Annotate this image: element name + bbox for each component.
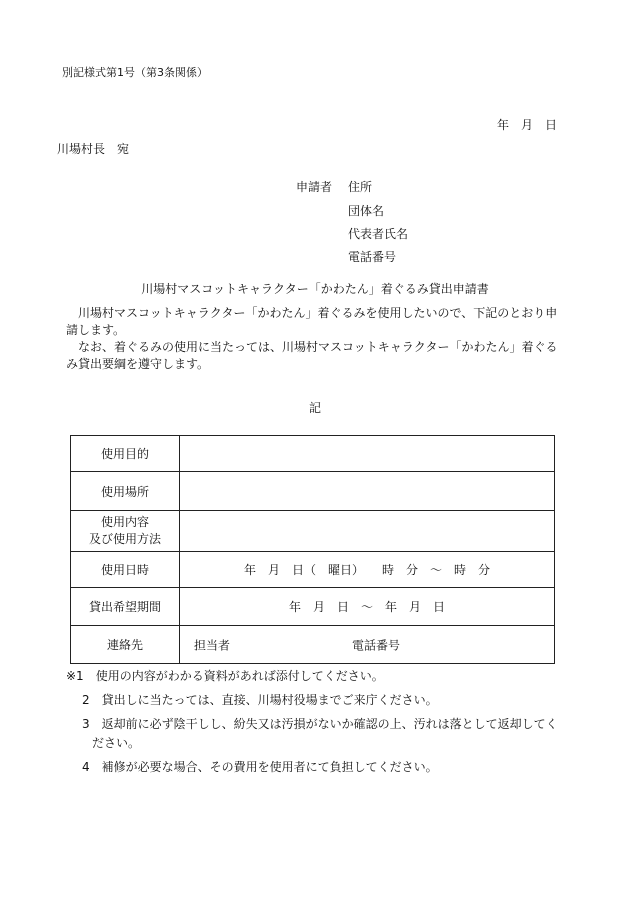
applicant-label: 申請者 [296,180,333,194]
table-row [71,436,555,472]
purpose-field[interactable] [180,436,555,472]
note-item: 4 補修が必要な場合、その費用を使用者にて負担してください。 [82,760,438,774]
contact-field[interactable] [180,626,555,664]
row-label-text: 使用内容 及び使用方法 [88,515,161,546]
application-table [70,435,555,664]
applicant-rep-label: 代表者氏名 [348,227,409,241]
body-paragraph: 川場村マスコットキャラクター「かわたん」着ぐるみを使用したいので、下記のとおり申請します。 [66,306,558,337]
note-item: ※1 使用の内容がわかる資料があれば添付してください。 [66,669,384,683]
row-label [71,511,180,552]
date-line: 年 月 日 [497,118,558,132]
notes [66,667,558,777]
table-row [71,552,555,588]
body-paragraph: なお、着ぐるみの使用に当たっては、川場村マスコットキャラクター「かわたん」着ぐるみ貸出要綱を遵守します。 [66,340,558,371]
location-field[interactable] [180,472,555,511]
datetime-field[interactable]: 年 月 日（ 曜日） 時 分 ～ 時 分 [180,552,555,588]
row-label: 連絡先 [71,626,180,664]
addressee: 川場村長 宛 [57,142,130,156]
row-label: 使用場所 [71,472,180,511]
table-row [71,472,555,511]
content-method-field[interactable] [180,511,555,552]
row-label: 使用日時 [71,552,180,588]
body-text [66,305,566,373]
contact-person-label: 担当者 [194,638,231,652]
form-number: 別記様式第1号（第3条関係） [62,66,208,79]
ki-heading: 記 [308,401,321,415]
row-label: 使用目的 [71,436,180,472]
table-row [71,511,555,552]
note-item: 3 返却前に必ず陰干しし、紛失又は汚損がないか確認の上、汚れは落として返却してく [82,717,558,731]
applicant-phone-label: 電話番号 [348,250,397,264]
table-row [71,626,555,664]
note-item: 2 貸出しに当たっては、直接、川場村役場までご来庁ください。 [82,693,438,707]
note-item-continuation: ださい。 [92,736,141,750]
loan-period-field[interactable]: 年 月 日 ～ 年 月 日 [180,588,555,626]
document-title: 川場村マスコットキャラクター「かわたん」着ぐるみ貸出申請書 [141,282,489,296]
row-label: 貸出希望期間 [71,588,180,626]
contact-phone-label: 電話番号 [352,638,401,652]
table-row [71,588,555,626]
applicant-org-label: 団体名 [348,204,385,218]
applicant-address-label: 住所 [348,180,373,194]
